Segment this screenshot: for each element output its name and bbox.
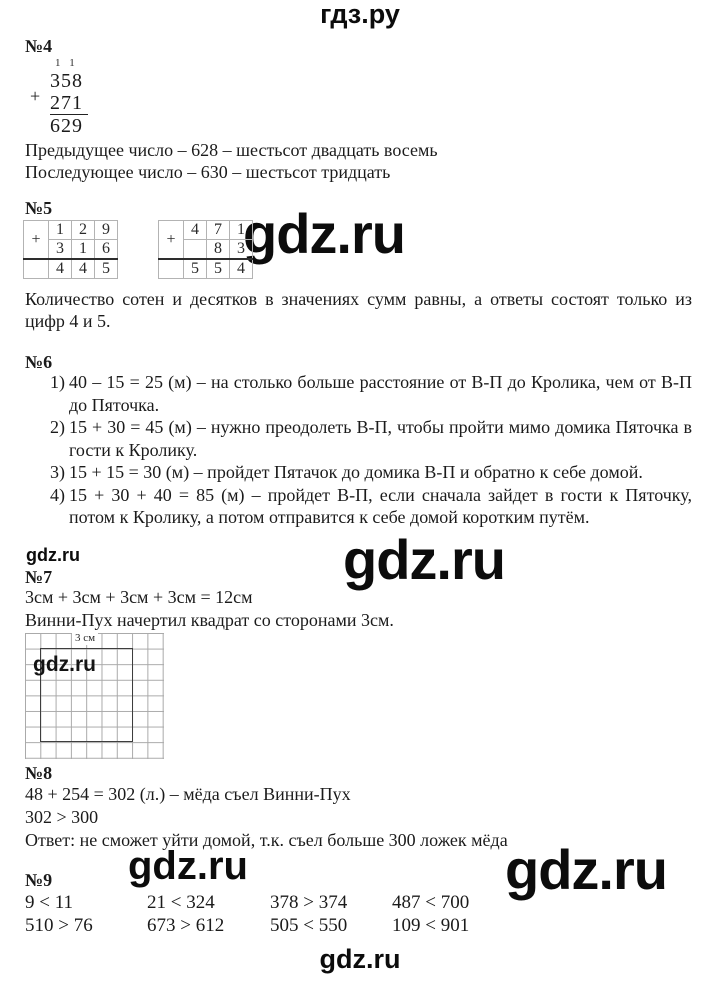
carry-digits: 1 1 (55, 57, 78, 69)
watermark-in-figure: gdz.ru (33, 653, 96, 676)
problem8-answer: Ответ: не сможет уйти домой, т.к. съел больше 300 ложек мёда (25, 830, 508, 850)
addition-rows (30, 70, 88, 137)
problem6-title: №6 (25, 352, 53, 372)
side-length-label: 3 см (72, 632, 98, 645)
comparison-cell: 21 < 324 (147, 892, 215, 913)
list-item (50, 461, 692, 484)
item-number: 4) (50, 484, 65, 505)
watermark-small-1: gdz.ru (26, 545, 80, 565)
table-sum-row (24, 259, 118, 279)
addend-1: 358 (50, 70, 83, 92)
comparison-cell: 487 < 700 (392, 892, 470, 913)
digit-cell: 6 (95, 240, 118, 260)
comparison-cell: 505 < 550 (270, 914, 348, 936)
digit-cell: 4 (184, 221, 207, 240)
digit-cell: 1 (49, 221, 72, 240)
watermark-large-2: gdz.ru (343, 528, 505, 591)
watermark-large-1: gdz.ru (243, 202, 405, 265)
problem6-list (50, 371, 692, 529)
problem7-title: №7 (25, 567, 53, 587)
digit-cell: 3 (230, 240, 253, 260)
list-item (50, 484, 692, 529)
item-text: 15 + 30 = 45 (м) – нужно преодолеть В-П, чтобы пройти мимо домика Пяточка в гости к Кролику. (69, 417, 692, 460)
problem9-title: №9 (25, 870, 53, 890)
comparison-cell: 510 > 76 (25, 914, 93, 936)
problem4-title: №4 (25, 36, 53, 56)
watermark-medium-1: gdz.ru (128, 844, 248, 888)
digit-cell: 1 (230, 221, 253, 240)
item-number: 1) (50, 372, 65, 392)
digit-cell: 4 (72, 259, 95, 279)
column-addition (30, 57, 88, 137)
problem5-title: №5 (25, 198, 53, 218)
item-number: 3) (50, 462, 65, 482)
problem7-line1: 3см + 3см + 3см + 3см = 12см (25, 587, 253, 607)
comparison-grid (25, 892, 552, 937)
plus-cell: + (24, 221, 49, 260)
digit-cell: 4 (230, 259, 253, 279)
digit-cell: 1 (72, 240, 95, 260)
digit-cell: 5 (95, 259, 118, 279)
problem4-line1: Предыдущее число – 628 – шестьсот двадцать восемь (25, 140, 438, 160)
problem4-line2: Последующее число – 630 – шестьсот тридцать (25, 162, 391, 182)
digit-cell: 2 (72, 221, 95, 240)
digit-cell: 7 (207, 221, 230, 240)
problem8-line2: 302 > 300 (25, 807, 99, 827)
item-text: 15 + 15 = 30 (м) – пройдет Пятачок до домика В-П и обратно к себе домой. (69, 462, 643, 482)
digit-cell: 8 (207, 240, 230, 260)
site-logo: гдз.ру (320, 0, 400, 29)
problem7-line2: Винни-Пух начертил квадрат со сторонами 3см. (25, 610, 394, 630)
problem8-line1: 48 + 254 = 302 (л.) – мёда съел Винни-Пух (25, 784, 351, 804)
sum-value: 629 (50, 115, 83, 137)
plus-operator: + (30, 86, 41, 106)
comparison-cell: 378 > 374 (270, 892, 348, 913)
addend-2: 271 (50, 92, 88, 115)
item-number: 2) (50, 417, 65, 437)
digit-cell: 9 (95, 221, 118, 240)
table-sum-row (159, 259, 253, 279)
comparison-cell: 109 < 901 (392, 914, 470, 936)
item-text: 15 + 30 + 40 = 85 (м) – пройдет В-П, если сначала зайдет в гости к Пяточку, потом к Кролику, а потом отправится к себе домой коротким путём. (69, 484, 692, 527)
problem8-title: №8 (25, 763, 53, 783)
digit-cell: 5 (184, 259, 207, 279)
table-row (159, 221, 253, 240)
square-figure (25, 633, 164, 759)
digit-cell (184, 240, 207, 260)
digit-cell: 3 (49, 240, 72, 260)
addition-table-1 (23, 220, 118, 279)
comparison-cell: 9 < 11 (25, 892, 74, 913)
watermark-large-3: gdz.ru (505, 838, 667, 901)
list-item (50, 371, 692, 416)
digit-cell: 5 (207, 259, 230, 279)
addition-table-2 (158, 220, 253, 279)
plus-cell: + (159, 221, 184, 260)
comparison-cell: 673 > 612 (147, 914, 225, 936)
table-row (24, 221, 118, 240)
watermark-footer: gdz.ru (319, 944, 401, 974)
empty-cell (159, 259, 184, 279)
item-text: 40 – 15 = 25 (м) – на столько больше расстояние от В-П до Кролика, чем от В-П до Пяточка. (69, 372, 692, 415)
list-item (50, 416, 692, 461)
problem5-note: Количество сотен и десятков в значениях сумм равны, а ответы состоят только из цифр 4 и 5. (25, 289, 692, 331)
digit-cell: 4 (49, 259, 72, 279)
empty-cell (24, 259, 49, 279)
